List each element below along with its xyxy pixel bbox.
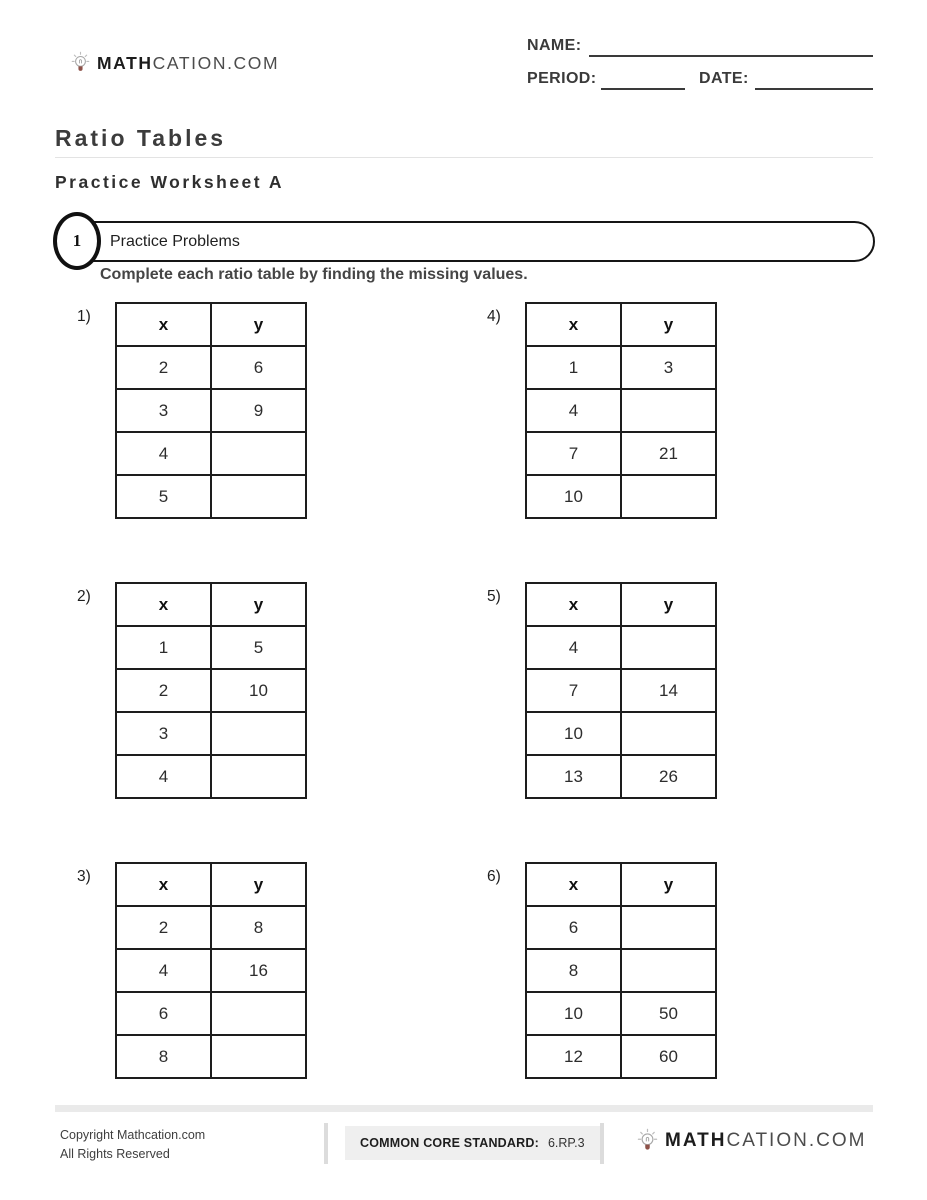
table-row <box>116 992 306 1035</box>
value-cell: 7 <box>526 432 621 475</box>
answer-cell-empty <box>621 389 716 432</box>
value-cell: 2 <box>116 906 211 949</box>
value-cell: 50 <box>621 992 716 1035</box>
table-row <box>526 669 716 712</box>
value-cell: 4 <box>116 949 211 992</box>
value-cell: 4 <box>116 432 211 475</box>
ratio-table-block <box>487 302 717 521</box>
column-header: y <box>621 583 716 626</box>
section-number: 1 <box>72 231 82 250</box>
mathcation-logo <box>71 51 279 75</box>
name-blank-line <box>589 55 873 57</box>
column-header: y <box>211 863 306 906</box>
value-cell: 1 <box>526 346 621 389</box>
footer-separator-left <box>324 1123 328 1164</box>
answer-cell-empty <box>211 475 306 518</box>
lightbulb-icon <box>71 51 90 75</box>
footer-divider-bar <box>55 1105 873 1112</box>
value-cell: 4 <box>526 626 621 669</box>
copyright-text <box>60 1126 205 1164</box>
column-header: x <box>526 583 621 626</box>
ratio-table-block <box>77 582 307 801</box>
value-cell: 26 <box>621 755 716 798</box>
table-number-label: 5) <box>487 588 501 605</box>
table-row <box>116 475 306 518</box>
table-row <box>526 906 716 949</box>
value-cell: 16 <box>211 949 306 992</box>
instruction-text: Complete each ratio table by finding the missing values. <box>100 266 528 283</box>
value-cell: 3 <box>621 346 716 389</box>
table-row <box>526 346 716 389</box>
answer-cell-empty <box>621 906 716 949</box>
table-row <box>116 626 306 669</box>
answer-cell-empty <box>621 475 716 518</box>
table-row <box>526 712 716 755</box>
answer-cell-empty <box>211 992 306 1035</box>
value-cell: 5 <box>211 626 306 669</box>
value-cell: 21 <box>621 432 716 475</box>
table-row <box>116 389 306 432</box>
ratio-table <box>115 302 307 519</box>
value-cell: 6 <box>211 346 306 389</box>
table-row <box>116 669 306 712</box>
logo-text-light: CATION.COM <box>152 52 280 73</box>
section-header-pill <box>60 221 875 262</box>
lightbulb-icon <box>637 1128 658 1154</box>
value-cell: 2 <box>116 669 211 712</box>
value-cell: 3 <box>116 389 211 432</box>
table-header-row <box>116 863 306 906</box>
table-header-row <box>116 303 306 346</box>
ratio-table <box>525 862 717 1079</box>
column-header: y <box>211 303 306 346</box>
table-row <box>526 755 716 798</box>
value-cell: 12 <box>526 1035 621 1078</box>
logo-text-bold: MATH <box>97 52 153 73</box>
ratio-table <box>525 302 717 519</box>
table-row <box>116 712 306 755</box>
table-header-row <box>116 583 306 626</box>
answer-cell-empty <box>211 755 306 798</box>
value-cell: 10 <box>526 712 621 755</box>
column-header: y <box>621 303 716 346</box>
answer-cell-empty <box>621 626 716 669</box>
ratio-table <box>525 582 717 799</box>
value-cell: 10 <box>526 992 621 1035</box>
table-row <box>116 755 306 798</box>
ratio-table-block <box>77 862 307 1081</box>
table-row <box>116 432 306 475</box>
ratio-table-block <box>77 302 307 521</box>
table-row <box>526 992 716 1035</box>
answer-cell-empty <box>621 712 716 755</box>
table-row <box>526 949 716 992</box>
name-label: NAME: <box>527 37 582 54</box>
value-cell: 10 <box>526 475 621 518</box>
value-cell: 4 <box>116 755 211 798</box>
period-blank-line <box>601 88 685 90</box>
date-blank-line <box>755 88 873 90</box>
column-header: x <box>526 863 621 906</box>
ratio-tables-grid <box>77 302 717 1081</box>
value-cell: 8 <box>116 1035 211 1078</box>
standard-value: 6.RP.3 <box>547 1136 585 1150</box>
column-header: y <box>211 583 306 626</box>
table-row <box>116 949 306 992</box>
table-row <box>526 389 716 432</box>
value-cell: 7 <box>526 669 621 712</box>
table-number-label: 1) <box>77 308 91 325</box>
table-row <box>116 346 306 389</box>
value-cell: 14 <box>621 669 716 712</box>
table-row <box>526 1035 716 1078</box>
ratio-table-block <box>487 862 717 1081</box>
value-cell: 1 <box>116 626 211 669</box>
table-row <box>526 432 716 475</box>
value-cell: 8 <box>211 906 306 949</box>
column-header: x <box>116 583 211 626</box>
table-header-row <box>526 303 716 346</box>
copyright-line-2: All Rights Reserved <box>60 1146 170 1161</box>
logo-text <box>97 53 279 74</box>
section-number-circle <box>53 212 101 270</box>
value-cell: 13 <box>526 755 621 798</box>
value-cell: 10 <box>211 669 306 712</box>
table-number-label: 2) <box>77 588 91 605</box>
value-cell: 4 <box>526 389 621 432</box>
table-number-label: 3) <box>77 868 91 885</box>
common-core-standard-box <box>345 1126 600 1160</box>
answer-cell-empty <box>211 1035 306 1078</box>
value-cell: 6 <box>526 906 621 949</box>
value-cell: 6 <box>116 992 211 1035</box>
copyright-line-1: Copyright Mathcation.com <box>60 1128 206 1142</box>
logo-text <box>665 1130 866 1152</box>
page-title: Ratio Tables <box>55 125 227 151</box>
ratio-table-block <box>487 582 717 801</box>
value-cell: 5 <box>116 475 211 518</box>
title-divider <box>55 157 873 158</box>
section-title: Practice Problems <box>110 232 240 250</box>
table-row <box>116 906 306 949</box>
answer-cell-empty <box>211 432 306 475</box>
logo-text-bold: MATH <box>665 1130 727 1151</box>
value-cell: 2 <box>116 346 211 389</box>
column-header: y <box>621 863 716 906</box>
logo-text-light: CATION.COM <box>726 1130 867 1151</box>
column-header: x <box>116 303 211 346</box>
table-row <box>526 475 716 518</box>
ratio-table <box>115 862 307 1079</box>
table-number-label: 4) <box>487 308 501 325</box>
column-header: x <box>116 863 211 906</box>
ratio-table <box>115 582 307 799</box>
table-header-row <box>526 583 716 626</box>
value-cell: 60 <box>621 1035 716 1078</box>
column-header: x <box>526 303 621 346</box>
table-header-row <box>526 863 716 906</box>
page-subtitle: Practice Worksheet A <box>55 172 284 192</box>
standard-label: COMMON CORE STANDARD: <box>360 1136 539 1150</box>
value-cell: 9 <box>211 389 306 432</box>
table-number-label: 6) <box>487 868 501 885</box>
footer-separator-right <box>600 1123 604 1164</box>
period-label: PERIOD: <box>527 70 597 87</box>
answer-cell-empty <box>211 712 306 755</box>
footer-mathcation-logo <box>637 1128 866 1154</box>
answer-cell-empty <box>621 949 716 992</box>
value-cell: 3 <box>116 712 211 755</box>
value-cell: 8 <box>526 949 621 992</box>
table-row <box>526 626 716 669</box>
table-row <box>116 1035 306 1078</box>
date-label: DATE: <box>699 70 749 87</box>
